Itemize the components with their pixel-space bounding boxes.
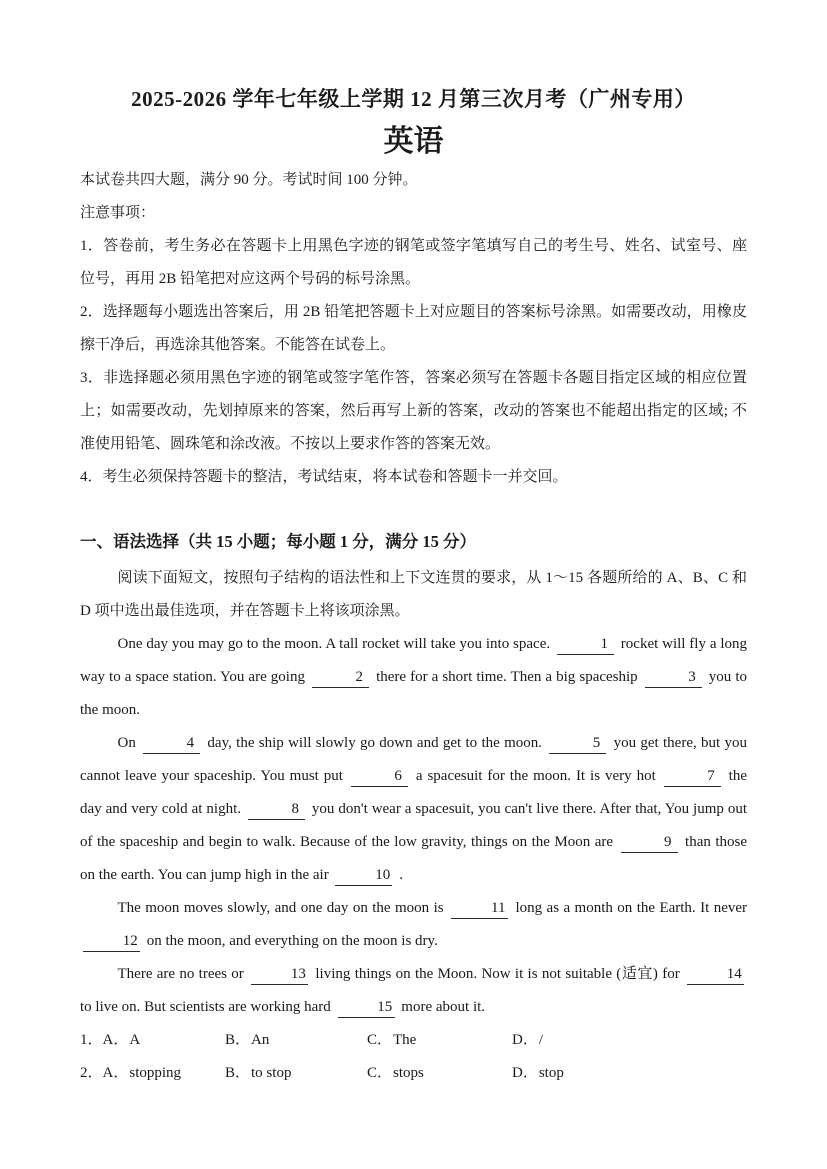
option-label: B．: [225, 1065, 251, 1081]
question-number: 2．: [80, 1065, 103, 1081]
option-text: stops: [393, 1065, 424, 1081]
passage-paragraph-1: One day you may go to the moon. A tall rocket will take you into space. 1 rocket will fly a long way to a space station. You are going 2 there for a short time. Then a big spaceship 3 you to the moon.: [80, 636, 747, 718]
question-2-option-d: [512, 1057, 747, 1090]
question-2-option-c: [367, 1057, 512, 1090]
fill-in-blank-11: 11: [451, 899, 508, 919]
section-one-heading: 一、语法选择（共 15 小题；每小题 1 分，满分 15 分）: [80, 532, 476, 551]
option-text: stopping: [129, 1065, 182, 1081]
option-label: C．: [367, 1065, 393, 1081]
fill-in-blank-1: 1: [557, 635, 614, 655]
option-label: A．: [102, 1065, 129, 1081]
fill-in-blank-2: 2: [312, 668, 369, 688]
question-number: 1．: [80, 1032, 103, 1048]
section-one-instructions: 阅读下面短文，按照句子结构的语法性和上下文连贯的要求，从 1～15 各题所给的 A、B、C 和 D 项中选出最佳选项，并在答题卡上将该项涂黑。: [80, 570, 747, 619]
passage-paragraph-3: The moon moves slowly, and one day on the moon is 11 long as a month on the Earth. It never 12 on the moon, and everything on the moon is dry.: [80, 892, 747, 958]
exam-title: 2025-2026 学年七年级上学期 12 月第三次月考（广州专用）: [131, 87, 696, 111]
fill-in-blank-4: 4: [143, 734, 200, 754]
fill-in-blank-3: 3: [645, 668, 702, 688]
fill-in-blank-15: 15: [338, 998, 395, 1018]
question-2-option-a: [80, 1057, 225, 1090]
option-text: to stop: [251, 1065, 292, 1081]
fill-in-blank-14: 14: [687, 965, 744, 985]
fill-in-blank-6: 6: [351, 767, 408, 787]
option-label: D．: [512, 1065, 538, 1081]
paper-summary: 本试卷共四大题，满分 90 分。考试时间 100 分钟。: [80, 172, 418, 188]
question-row-2: [80, 1057, 747, 1090]
passage-paragraph-2: On 4 day, the ship will slowly go down and get to the moon. 5 you get there, but you cannot leave your spaceship. You must put 6 a spacesuit for the moon. It is very hot 7 the day and very cold at night. 8 you don't wear a spacesuit, you can't live there. After that, You jump out of the spaceship and begin to walk. Because of the low gravity, things on the Moon are 9 than those on the earth. You can jump high in the air 10 .: [80, 727, 747, 892]
question-1-option-b: [225, 1024, 367, 1057]
notice-heading: 注意事项：: [80, 205, 156, 221]
passage-paragraph-4: There are no trees or 13 living things on the Moon. Now it is not suitable (适宜) for 14 to live on. But scientists are working hard 15 more about it.: [80, 958, 747, 1024]
option-label: B．: [225, 1032, 251, 1048]
notice-item-3: 3．非选择题必须用黑色字迹的钢笔或签字笔作答，答案必须写在答题卡各题目指定区域的相应位置上；如需要改动，先划掉原来的答案，然后再写上新的答案，改动的答案也不能超出指定的区域; 不准使用铅笔、圆珠笔和涂改液。不按以上要求作答的答案无效。: [80, 370, 747, 452]
fill-in-blank-12: 12: [83, 932, 140, 952]
option-text: /: [538, 1032, 544, 1048]
fill-in-blank-7: 7: [664, 767, 721, 787]
option-text: stop: [538, 1065, 564, 1081]
fill-in-blank-5: 5: [549, 734, 606, 754]
question-1-option-a: [80, 1024, 225, 1057]
option-text: The: [393, 1032, 417, 1048]
subject-title: 英语: [383, 125, 444, 158]
option-label: D．: [512, 1032, 538, 1048]
option-label: C．: [367, 1032, 393, 1048]
question-1-option-d: [512, 1024, 747, 1057]
option-label: A．: [102, 1032, 129, 1048]
option-text: A: [129, 1032, 141, 1048]
notice-item-2: 2．选择题每小题选出答案后，用 2B 铅笔把答题卡上对应题目的答案标号涂黑。如需要改动，用橡皮擦干净后，再选涂其他答案。不能答在试卷上。: [80, 304, 747, 353]
fill-in-blank-8: 8: [248, 800, 305, 820]
question-2-option-b: [225, 1057, 367, 1090]
notice-item-1: 1．答卷前，考生务必在答题卡上用黑色字迹的钢笔或签字笔填写自己的考生号、姓名、试室号、座位号，再用 2B 铅笔把对应这两个号码的标号涂黑。: [80, 238, 747, 287]
question-1-option-c: [367, 1024, 512, 1057]
fill-in-blank-9: 9: [621, 833, 678, 853]
fill-in-blank-10: 10: [335, 866, 392, 886]
notice-item-4: 4．考生必须保持答题卡的整洁，考试结束，将本试卷和答题卡一并交回。: [80, 469, 568, 485]
option-text: An: [251, 1032, 270, 1048]
question-row-1: [80, 1024, 747, 1057]
fill-in-blank-13: 13: [251, 965, 308, 985]
